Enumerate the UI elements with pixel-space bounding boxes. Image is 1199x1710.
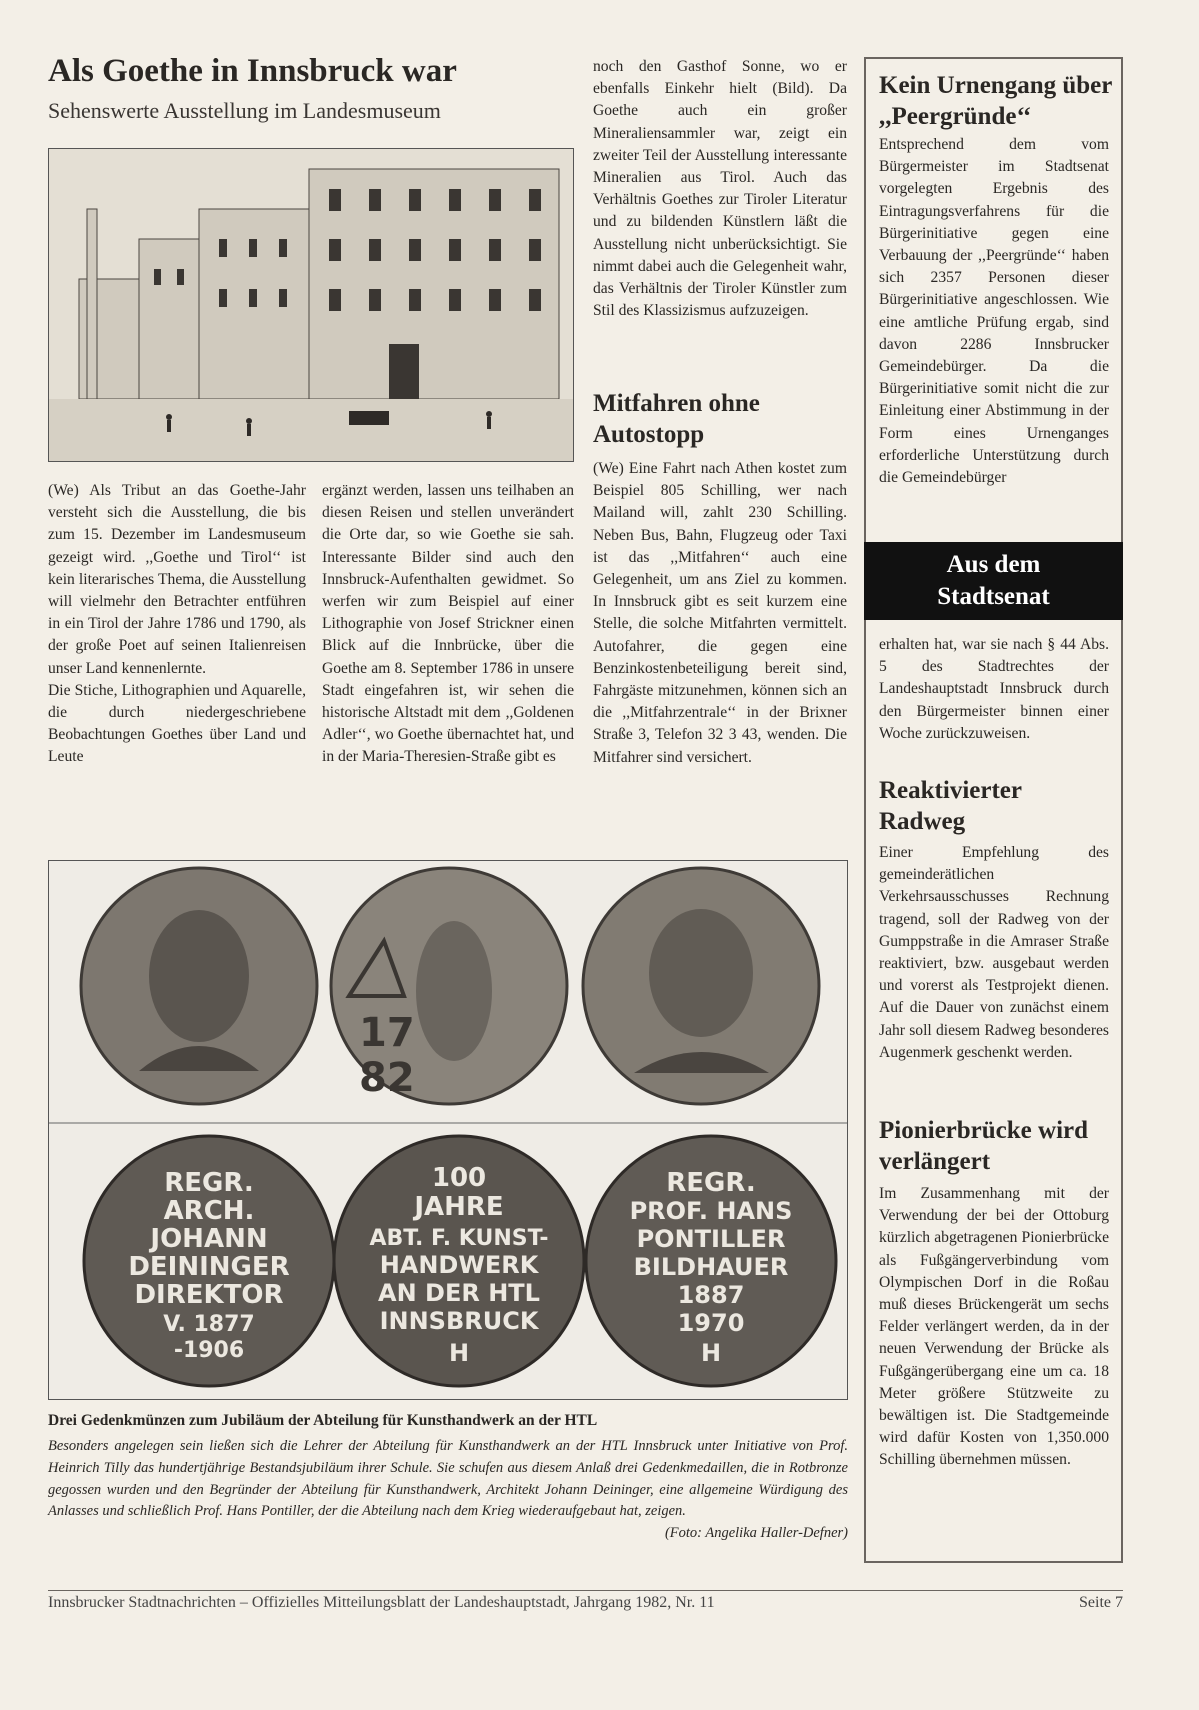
goethe-subtitle: Sehenswerte Ausstellung im Landesmuseum	[48, 98, 441, 123]
medal-portrait-deininger	[81, 868, 317, 1104]
goethe-paragraph-1: (We) Als Tribut an das Goethe-Jahr versteht sich die Ausstellung, die bis zum 15. Dezember im Landesmuseum gezeigt wird. ,,Goethe und Tirol‘‘ ist kein literarisches Thema, die Ausstellung will vielmehr den Betrachter entführen in ein Tirol der Jahre 1786 und 1790, als der große Poet auf seinen Italienreisen unser Land kennenlernte.	[48, 482, 306, 677]
medal-pontiller-inscription	[586, 1136, 836, 1386]
medals-photo	[48, 860, 848, 1400]
m2-line-6: INNSBRUCK	[379, 1307, 539, 1335]
medal-deininger-inscription	[84, 1136, 334, 1386]
m2-line-1: 100	[431, 1163, 487, 1193]
m3-line-6: 1970	[677, 1309, 745, 1337]
pionier-title: Pionierbrücke wird verlängert	[879, 1117, 1089, 1175]
m2-line-2: JAHRE	[414, 1192, 504, 1222]
m3-line-4: BILDHAUER	[633, 1253, 789, 1281]
goethe-column-1	[48, 480, 306, 769]
m1-line-7: -1906	[173, 1338, 245, 1363]
m2-line-4: HANDWERK	[379, 1251, 539, 1279]
m1-line-2: ARCH.	[163, 1196, 255, 1226]
m2-line-7: H	[448, 1339, 470, 1367]
goethe-column-3: noch den Gasthof Sonne, wo er ebenfalls Einkehr hielt (Bild). Da Goethe auch ein großer Mineraliensammler war, zeigt ein zweiter Teil der Ausstellung interessante Mineralien aus Tirol. Auch das Verhältnis Goethes zur Tiroler Literatur und zu bildenden Künstlern läßt die Ausstellung nicht unberücksichtigt. Sie nimmt dabei auch die Gelegenheit wahr, das Verhältnis der Tiroler Künstler zum Stil des Klassizismus aufzuzeigen.	[593, 58, 847, 320]
urnengang-text: Entsprechend dem vom Bürgermeister im Stadtsenat vorgelegten Ergebnis des Eintragungsverfahrens für die Bürgerinitiative gegen eine Verbauung der ,,Peergründe‘‘ haben sich 2357 Personen dieser Bürgerinitiative angeschlossen. Wie eine amtliche Prüfung ergab, sind davon 2286 Innsbrucker Gemeindebürger. Da die Bürgerinitiative somit nicht die zur Einleitung einer Abstimmung in der Form eines Urnenganges erforderliche Unterstützung durch die Gemeindebürger	[879, 136, 1109, 487]
medals-illustration	[49, 861, 847, 1399]
m2-line-3: ABT. F. KUNST-	[369, 1226, 549, 1251]
footer-rule	[48, 1590, 1123, 1591]
m3-line-1: REGR.	[666, 1168, 756, 1198]
m1-line-5: DIREKTOR	[134, 1280, 284, 1310]
goethe-title: Als Goethe in Innsbruck war	[48, 53, 457, 89]
footer-publication: Innsbrucker Stadtnachrichten – Offizielles Mitteilungsblatt der Landeshauptstadt, Jahrgang 1982, Nr. 11	[48, 1594, 715, 1611]
m3-line-2: PROF. HANS	[629, 1197, 793, 1225]
m1-line-4: DEININGER	[128, 1252, 290, 1282]
goethe-paragraph-2: Die Stiche, Lithographien und Aquarelle, die durch niedergeschriebene Beobachtungen Goethes über Land und Leute	[48, 681, 306, 766]
medals-photo-credit: (Foto: Angelika Haller-Defner)	[664, 1525, 848, 1542]
medal-jubilee-inscription	[334, 1136, 584, 1386]
medals-caption-text: Besonders angelegen sein ließen sich die Lehrer der Abteilung für Kunsthandwerk an der HTL Innsbruck unter Initiative von Prof. Heinrich Tilly das hundertjährige Bestandsjubiläum ihrer Schule. Sie schufen aus diesem Anlaß drei Gedenkmedaillen, die in Rotbronze gegossen wurden und den Begründer der Abteilung für Kunsthandwerk, Architekt Johann Deininger, eine allgemeine Würdigung des Anlasses und schließlich Prof. Hans Pontiller, der die Abteilung nach dem Krieg wiederaufgebaut hat, zeigen.	[48, 1438, 848, 1520]
m2-line-5: AN DER HTL	[378, 1279, 540, 1307]
stadtsenat-banner	[864, 542, 1123, 620]
medals-caption	[48, 1436, 848, 1545]
medal-year-bottom: 82	[359, 1055, 415, 1101]
m1-line-3: JOHANN	[150, 1224, 268, 1254]
lithograph-street-image	[48, 148, 574, 462]
stadtsenat-banner-text: Aus dem Stadtsenat	[937, 551, 1050, 610]
medal-figure-1782	[331, 868, 567, 1104]
radweg-title: Reaktivierter Radweg	[879, 777, 1022, 835]
medals-caption-title: Drei Gedenkmünzen zum Jubiläum der Abteilung für Kunsthandwerk an der HTL	[48, 1412, 598, 1429]
goethe-column-2: ergänzt werden, lassen uns teilhaben an diesen Reisen und stellen unverändert die Orte dar, so wie Goethe sie sah. Interessante Bilder sind auch den Innsbruck-Aufenthalten gewidmet. So werfen wir zum Beispiel auf einer Lithographie von Josef Strickner einen Blick auf die Innbrücke, über die Goethe am 8. September 1786 in unsere Stadt eingefahren ist, wir sehen die historische Altstadt mit dem ,,Goldenen Adler‘‘, wo Goethe übernachtet hat, und in der Maria-Theresien-Straße gibt es	[322, 482, 574, 766]
m1-line-1: REGR.	[164, 1168, 254, 1198]
footer-page-number: Seite 7	[1079, 1594, 1123, 1611]
urnengang-title: Kein Urnengang über ,,Peergründe‘‘	[879, 72, 1112, 130]
radweg-text: Einer Empfehlung des gemeinderätlichen Verkehrsausschusses Rechnung tragend, soll der Radweg von der Gumppstraße in die Amraser Straße reaktiviert, bzw. ausgebaut werden und vorerst als Testprojekt dienen. Auf die Dauer von zunächst einem Jahr soll diesem Radweg besonderes Augenmerk geschenkt werden.	[879, 844, 1109, 1061]
medal-portrait-pontiller	[583, 868, 819, 1104]
pionier-text: Im Zusammenhang mit der Verwendung der bei der Ottoburg kürzlich abgetragenen Pionierbrücke als Fußgängerverbindung vom Olympischen Dorf in die Roßau muß dieses Brückengerät um sechs Felder verlängert werden, da in der neuen Verwendung der Brücke als Fußgängerübergang eine um ca. 18 Meter größere Stützweite zu bewältigen ist. Die Stadtgemeinde wird dafür Kosten von 1,350.000 Schilling übernehmen müssen.	[879, 1185, 1109, 1469]
mitfahren-text: (We) Eine Fahrt nach Athen kostet zum Beispiel 805 Schilling, wer nach Mailand will, zahlt 230 Schilling. Neben Bus, Bahn, Flugzeug oder Taxi ist das ,,Mitfahren‘‘ auch eine Gelegenheit, um ans Ziel zu kommen. In Innsbruck gibt es seit kurzem eine Stelle, die solche Mitfahrten vermittelt. Autofahrer, die gegen eine Benzinkostenbeteiligung bereit sind, Fahrgäste mitzunehmen, können sich an die ,,Mitfahrzentrale‘‘ in der Brixner Straße 3, Telefon 32 3 43, wenden. Die Mitfahrer sind versichert.	[593, 460, 847, 766]
m3-line-5: 1887	[677, 1281, 745, 1309]
lithograph-illustration	[49, 149, 573, 461]
m3-line-3: PONTILLER	[636, 1225, 786, 1253]
m3-line-7: H	[700, 1339, 722, 1367]
mitfahren-title: Mitfahren ohne Autostopp	[593, 390, 760, 448]
urnengang-text-continued: erhalten hat, war sie nach § 44 Abs. 5 des Stadtrechtes der Landeshauptstadt Innsbruck durch den Bürgermeister binnen einer Woche zurückzuweisen.	[879, 636, 1109, 742]
m1-line-6: V. 1877	[163, 1312, 255, 1337]
medal-year-top: 17	[359, 1010, 415, 1056]
